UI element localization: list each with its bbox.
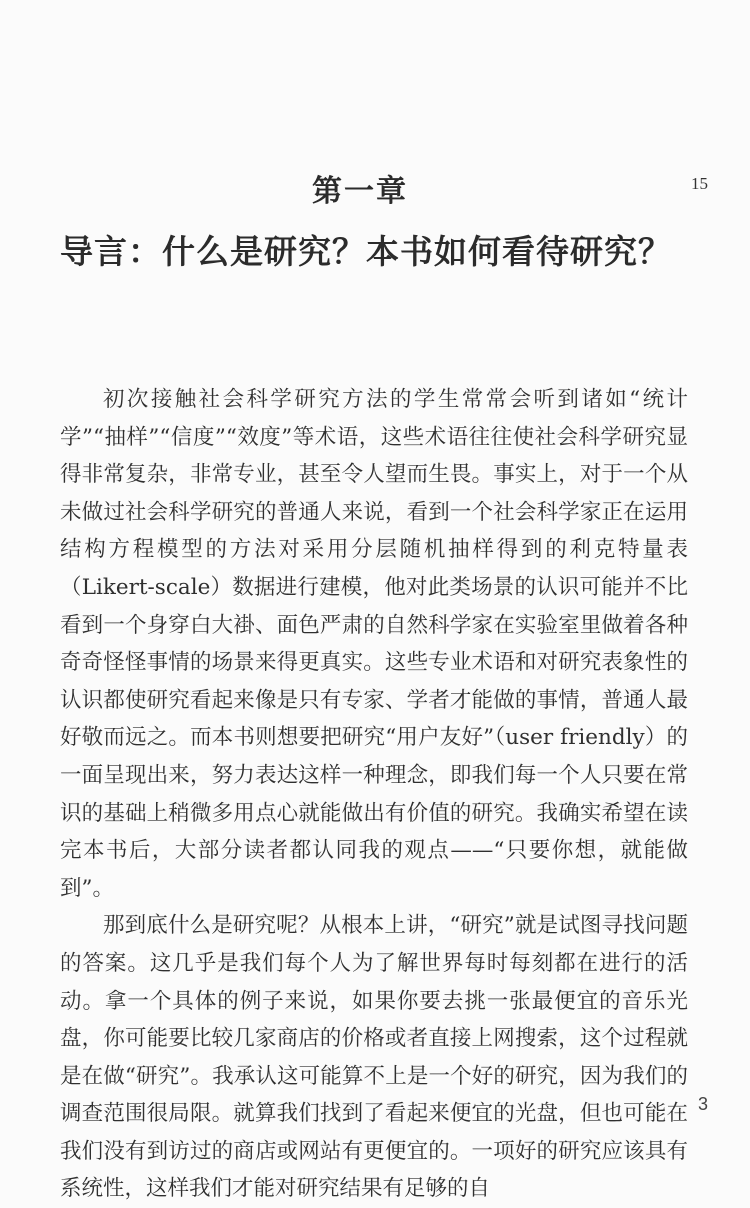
paragraph-2: 那到底什么是研究呢？从根本上讲，“研究”就是试图寻找问题的答案。这几乎是我们每个人为了解世界每时每刻都在进行的活动。拿一个具体的例子来说，如果你要去挑一张最便宜的音乐光盘，你可能要比较几家商店的价格或者直接上网搜索，这个过程就是在做“研究”。我承认这可能算不上是一个好的研究，因为我们的调查范围很局限。就算我们找到了看起来便宜的光盘，但也可能在我们没有到访过的商店或网站有更便宜的。一项好的研究应该具有系统性，这样我们才能对研究结果有足够的自: [60, 913, 688, 1202]
page-number: 3: [697, 1094, 708, 1114]
chapter-label: 第一章: [312, 174, 408, 209]
margin-page-marker: 15: [691, 174, 708, 193]
body-text: [60, 381, 688, 1208]
chapter-title: 导言：什么是研究？本书如何看待研究？: [60, 232, 672, 271]
paragraph-1: 初次接触社会科学研究方法的学生常常会听到诸如“统计学”“抽样”“信度”“效度”等术语，这些术语往往使社会科学研究显得非常复杂，非常专业，甚至令人望而生畏。事实上，对于一个从未做过社会科学研究的普通人来说，看到一个社会科学家正在运用结构方程模型的方法对采用分层随机抽样得到的利克特量表（Likert-scale）数据进行建模，他对此类场景的认识可能并不比看到一个身穿白大褂、面色严肃的自然科学家在实验室里做着各种奇奇怪怪事情的场景来得更真实。这些专业术语和对研究表象性的认识都使研究看起来像是只有专家、学者才能做的事情，普通人最好敬而远之。而本书则想要把研究“用户友好”（user friendly）的一面呈现出来，努力表达这样一种理念，即我们每一个人只要在常识的基础上稍微多用点心就能做出有价值的研究。我确实希望在读完本书后，大部分读者都认同我的观点——“只要你想，就能做到”。: [60, 387, 688, 901]
